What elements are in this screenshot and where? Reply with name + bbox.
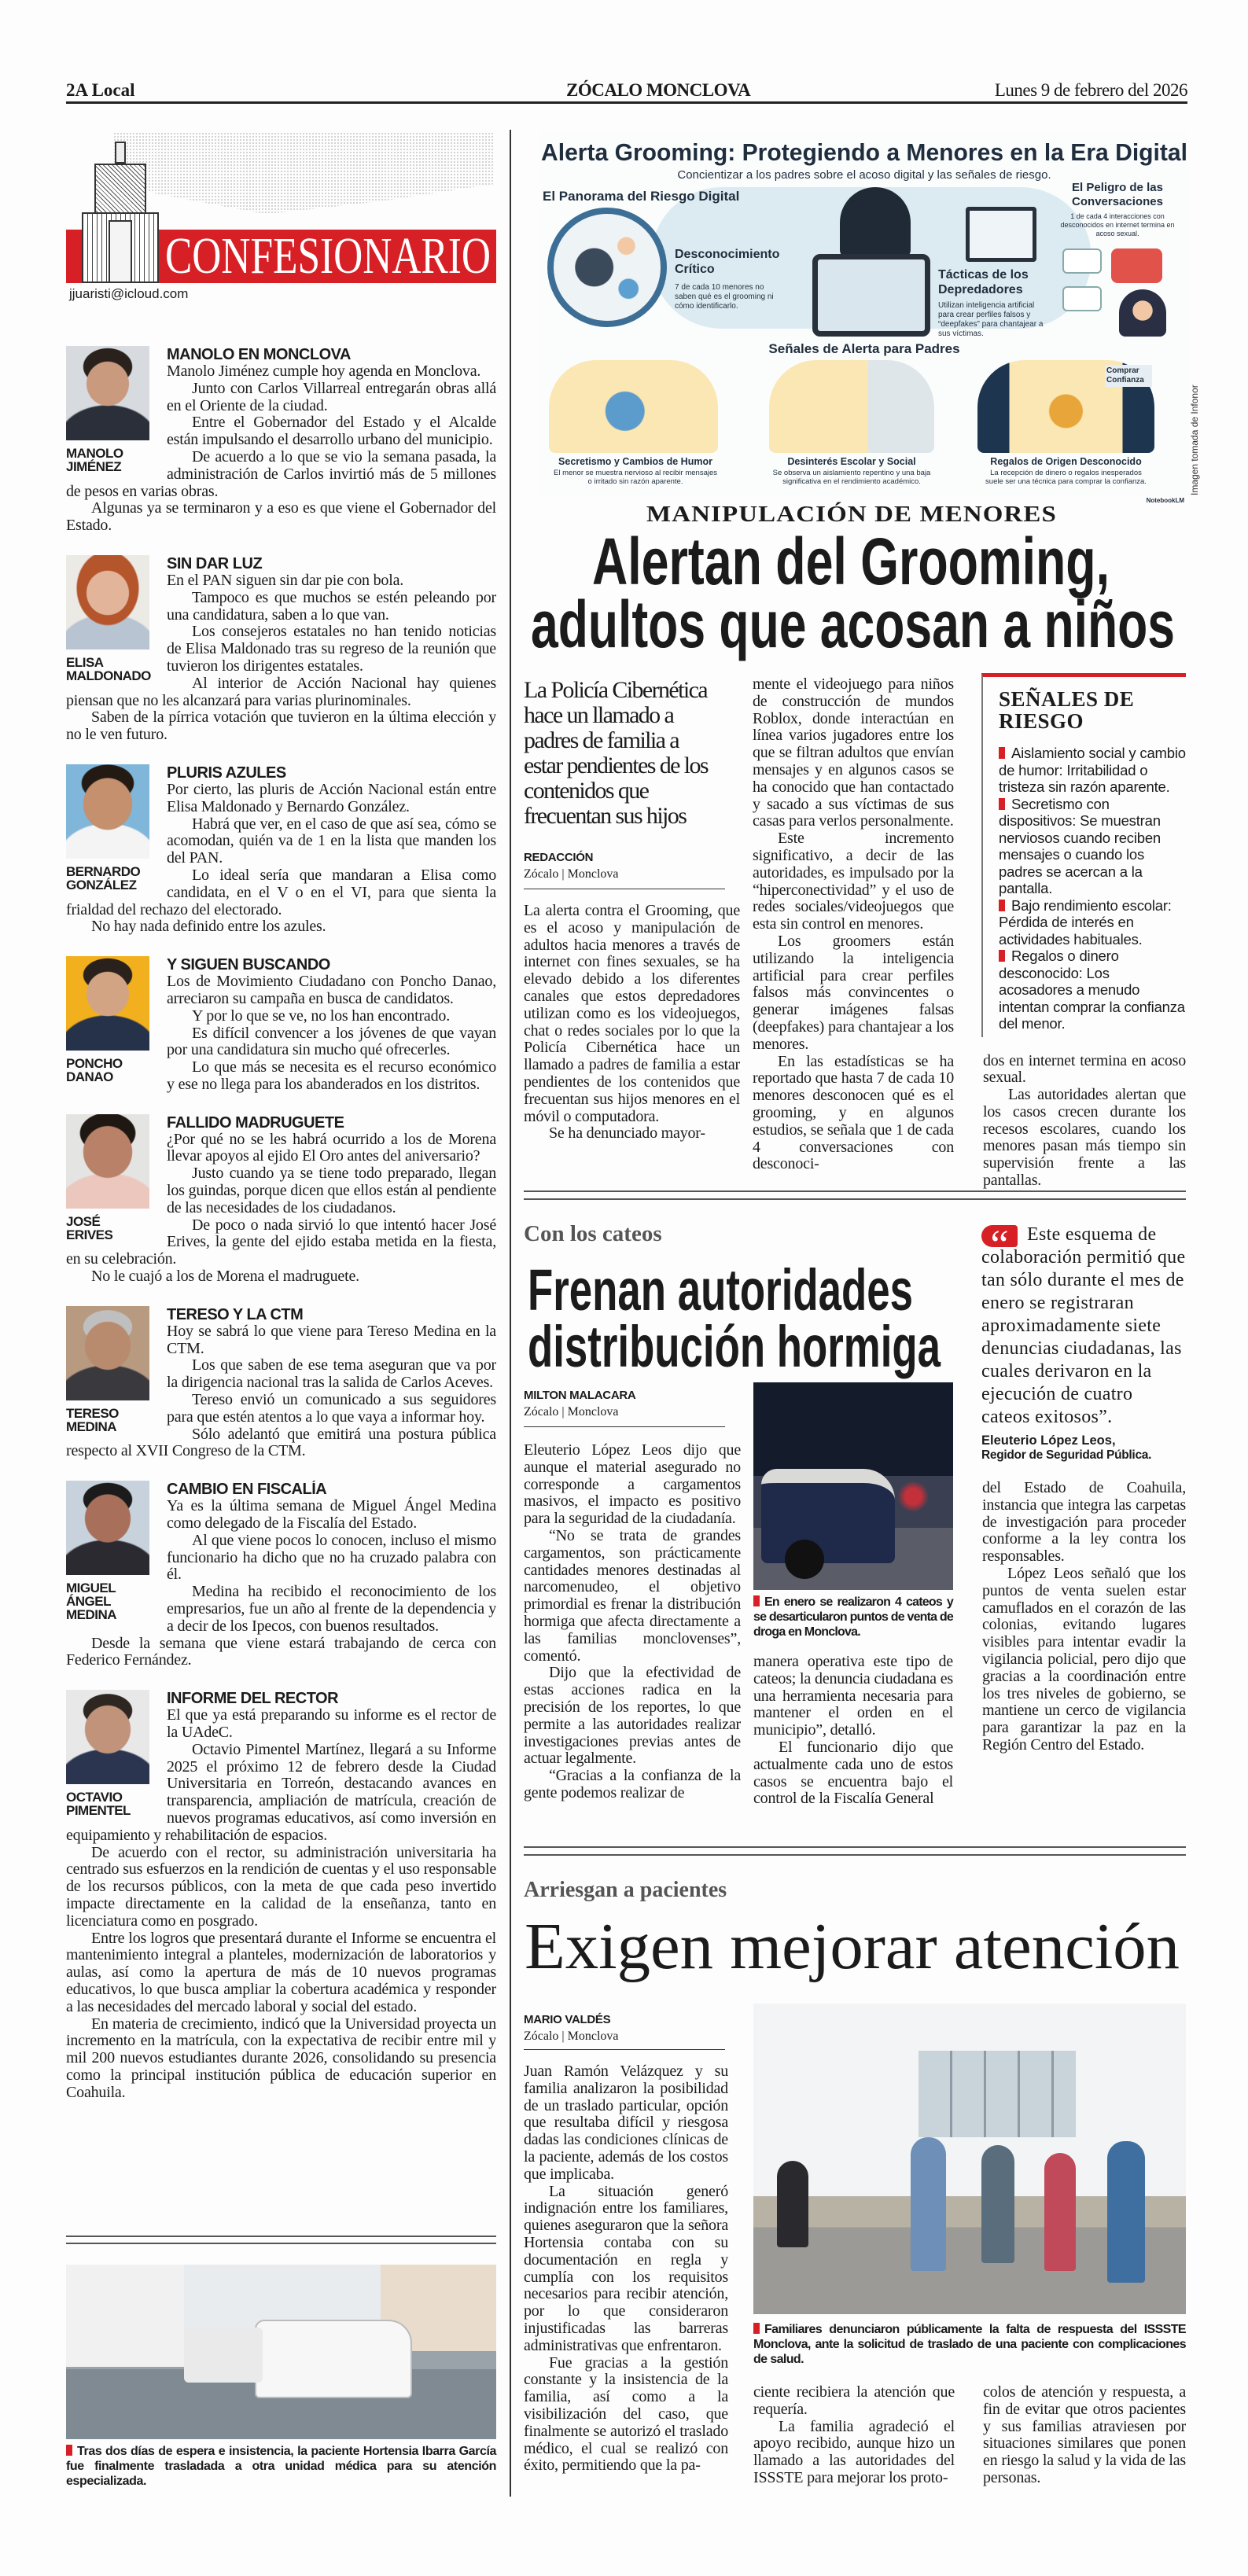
column-divider xyxy=(510,130,511,2497)
paragraph: En las estadísticas se ha reportado que hasta 7 de cada 10 menores desconocen qué es el grooming, y en algunos estudios, se señala que 1 de cada 4 conversaciones con desconoci- xyxy=(753,1052,954,1173)
desconocimiento-title: Desconocimiento Crítico xyxy=(675,248,780,276)
paragraph: La alerta contra el Grooming, que es el acoso y manipulación de adultos hacia menores a través de internet con fines sexuales, se ha elevado debido a los diferentes canales que estos depredadores utilizan como es los videojuegos, chat o redes sociales por lo que la Policía Cibernética hace un llamado a padres de familia a estar pendientes de los contenidos que frecuentan sus hijos menores en el móvil o computadora. xyxy=(524,902,740,1125)
chat-bubble-icon xyxy=(1062,286,1102,311)
column-item xyxy=(66,555,496,744)
quote-mark-icon xyxy=(981,1225,1018,1247)
issue-date: Lunes 9 de febrero del 2026 xyxy=(994,80,1187,100)
issste-col3 xyxy=(983,2384,1186,2487)
issste-col1 xyxy=(524,2063,728,2475)
item-heading: CAMBIO EN FISCALÍA xyxy=(167,1481,327,1499)
dateline: Zócalo | Monclova xyxy=(524,2030,619,2043)
photo-name: OCTAVIO PIMENTEL xyxy=(66,1790,131,1819)
grooming-col3 xyxy=(981,1053,1186,1190)
chat-bubble-icon xyxy=(1062,248,1102,274)
item-heading: INFORME DEL RECTOR xyxy=(167,1690,339,1708)
tablet-icon xyxy=(812,254,930,337)
worried-girl-icon xyxy=(1119,289,1166,337)
card-title: Regalos de Origen Desconocido xyxy=(990,456,1142,467)
photo-name: PONCHO DANAO xyxy=(66,1056,123,1085)
paragraph: Sólo adelantó que emitirá una postura pública respecto al XVII Congreso de la CTM. xyxy=(66,1425,496,1460)
cateos-headline-line2: distribución hormiga xyxy=(528,1314,941,1379)
paragraph: Los consejeros estatales no han tenido noticias de Elisa Maldonado tras su regreso de la reunión que tuvieron los dirigentes estatales. xyxy=(167,623,496,675)
photo-name: MIGUEL ÁNGEL MEDINA xyxy=(66,1581,117,1623)
author: MARIO VALDÉS xyxy=(524,2013,611,2026)
alert-card-desinteres xyxy=(769,360,934,453)
paragraph: Se ha denunciado mayor- xyxy=(549,1124,705,1143)
paragraph: ciente recibiera la atención que requería. xyxy=(753,2383,955,2418)
paragraph: Entre el Gobernador del Estado y el Alcalde están impulsando el desarrollo urbano del municipio. xyxy=(167,414,496,449)
column-item xyxy=(66,1481,496,1669)
paragraph: Las autoridades alertan que los casos crecen durante los recesos escolares, cuando los menores pasan más tiempo sin supervisión frente a las pantallas. xyxy=(983,1086,1186,1190)
paragraph: mente el videojuego para niños de construcción de mundos Roblox, donde interactúan en línea varios jugadores entre los que se filtran adultos que envían mensajes y en algunos casos se ha conocido que han contactado y sacado a sus víctimas de sus casas para verlos personalmente. xyxy=(753,675,954,830)
author: MILTON MALACARA xyxy=(524,1389,636,1402)
paragraph: colos de atención y respuesta, a fin de evitar que otros pacientes y sus familias atraviesen por situaciones similares que ponen en riesgo la salud y la vida de las personas. xyxy=(983,2383,1186,2486)
photo-block xyxy=(66,1114,149,1242)
columnist-email[interactable]: jjuaristi@icloud.com xyxy=(69,286,189,301)
issste-photo-and-columns xyxy=(753,2322,1186,2487)
issste-byline-block xyxy=(524,2013,725,2044)
paragraph: Al interior de Acción Nacional hay quienes piensan que no les alcanzará para varias plurinominales. xyxy=(66,674,496,709)
double-rule xyxy=(524,1190,1186,1192)
risk-sign-item: Regalos o dinero desconocido: Los acosadores a menudo intentan comprar la confianza del menor. xyxy=(999,948,1185,1032)
grooming-deck: La Policía Cibernética hace un llamado a padres de familia a estar pendientes de los contenidos que frecuentan sus hijos xyxy=(524,677,708,829)
dateline: Zócalo | Monclova xyxy=(524,1405,619,1419)
card-text: Se observa un aislamiento repentino y una baja significativa en el rendimiento académico. xyxy=(772,469,931,486)
photo-block xyxy=(66,1690,149,1817)
author: REDACCIÓN xyxy=(524,851,594,864)
paragraph: Eleuterio López Leos dijo que aunque el material asegurado no corresponde a cargamentos masivos, el impacto es positivo para la seguridad de la ciudadanía. xyxy=(524,1441,741,1528)
paragraph: Al que viene pocos lo conocen, incluso el mismo funcionario ha dicho que no ha cruzado palabra con él. xyxy=(167,1531,496,1584)
double-rule xyxy=(524,1854,1186,1856)
paragraph: En el PAN siguen sin dar pie con bola. xyxy=(167,571,404,589)
paragraph: Octavio Pimentel Martínez, llegará a su Informe 2025 el próximo 12 de febrero desde la Ciudad Universitaria en Torreón, destacando avances en transparencia, ampliación de matrícula, creación de nuevos programas educativos, así como inversión en equipamiento y rehabilitación de espacios. xyxy=(66,1740,496,1844)
photo-caption: En enero se realizaron 4 cateos y se desarticularon puntos de venta de droga en Monclova. xyxy=(753,1595,953,1639)
cateos-col3 xyxy=(981,1480,1186,1754)
caption-bullet xyxy=(66,2445,72,2456)
alert-card-secretismo xyxy=(549,360,718,453)
paragraph: Algunas ya se terminaron y a eso es que viene el Gobernador del Estado. xyxy=(66,499,496,535)
photo-block xyxy=(66,764,149,892)
paragraph: Fue gracias a la gestión constante y la insistencia de la familia, así como a la visibilización del caso, que finalmente se autorizó el traslado médico, el cual se realizó con éxito, permitiendo que la pa- xyxy=(524,2353,728,2475)
paragraph: López Leos señaló que los puntos de venta suelen estar camuflados en el corazón de las colonias, evitando lugares visibles para intentar evadir la vigilancia policial, pero dijo que gracias a la coordinación entre los tres niveles de gobierno, se mantiene un cerco de vigilancia para garantizar la paz en la Región Centro del Estado. xyxy=(982,1564,1186,1754)
photo-miguel-angel-medina xyxy=(66,1481,149,1575)
photo-name: ELISA MALDONADO xyxy=(66,654,151,683)
item-heading: Y SIGUEN BUSCANDO xyxy=(167,956,330,974)
double-rule xyxy=(524,1846,1186,1848)
paragraph: De acuerdo con el rector, su administración universitaria ha centrado sus esfuerzos en la rendición de cuentas y el uso responsable de los recursos públicos, con la meta de que cada peso invertido impacte directamente en la calidad de la enseñanza, tanto en licenciatura como en posgrado. xyxy=(66,1843,496,1930)
danger-bubble-icon xyxy=(1111,248,1162,283)
paragraph: Este incremento significativo, a decir de las autoridades, es impulsado por la “hiperconectividad” y el uso de redes sociales/videojuegos que esta sin control en menores. xyxy=(753,830,954,933)
paragraph: Hoy se sabrá lo que viene para Tereso Medina en la CTM. xyxy=(167,1322,496,1357)
paragraph: Manolo Jiménez cumple hoy agenda en Monclova. xyxy=(167,362,481,380)
grooming-col2 xyxy=(753,676,954,1173)
photo-caption: Tras dos días de espera e insistencia, la paciente Hortensia Ibarra García fue finalmente trasladada a otra unidad médica para su atención especializada. xyxy=(66,2445,496,2488)
paragraph: Entre los logros que presentará durante el Informe se encuentra el mantenimiento integral a planteles, modernización de laboratorios y aulas, así como la apertura de más de 10 nuevos programas educativos, lo que busca ampliar la cobertura académica y responder a las necesidades del mercado laboral y social del estado. xyxy=(66,1929,496,2015)
paragraph: Lo que más se necesita es el recurso económico y ese no llega para los abanderados en los distritos. xyxy=(167,1058,496,1093)
paragraph: Dijo que la efectividad de estas acciones radica en la precisión de los reportes, lo que permite a las autoridades realizar investigaciones previas antes de actuar legalmente. xyxy=(524,1664,741,1768)
photo-block xyxy=(66,1306,149,1433)
senales-de-riesgo-box xyxy=(981,673,1186,1037)
paragraph: Tereso envió un comunicado a sus seguidores para que estén atentos a lo que vaya a informar hoy. xyxy=(167,1391,496,1426)
paragraph: El funcionario dijo que actualmente cada uno de estos casos se encuentra bajo el control de la Fiscalía General xyxy=(753,1738,953,1808)
sidebar-title: SEÑALES DE RIESGO xyxy=(999,687,1135,733)
panorama-label: El Panorama del Riesgo Digital xyxy=(543,189,740,204)
quote-text: Este esquema de colaboración permitió que tan sólo durante el mes de enero se registraran aproximadamente siete denuncias ciudadanas, las cuales derivaron en la ejecución de cuatro cateos exitosos”. xyxy=(981,1224,1186,1427)
pull-quote xyxy=(981,1224,1186,1463)
paragraph: No hay nada definido entre los azules. xyxy=(91,918,326,936)
photo-block xyxy=(66,1481,149,1621)
paragraph: Saben de la pírrica votación que tuvieron en la última elección y no le ven futuro. xyxy=(66,708,496,744)
card-text: La recepción de dinero o regalos inesperados suele ser una técnica para comprar la confianza. xyxy=(985,469,1147,486)
paragraph: manera operativa este tipo de cateos; la denuncia ciudadana es una herramienta necesaria para mantener el orden en el municipio”, detalló. xyxy=(753,1653,953,1739)
section-label: 2A Local xyxy=(66,80,135,100)
tool-credit: NotebookLM xyxy=(1146,497,1184,504)
grooming-kicker: MANIPULACIÓN DE MENORES xyxy=(646,502,1057,527)
grooming-col1 xyxy=(524,903,740,1143)
church-building-icon xyxy=(80,142,160,283)
sidebar-list xyxy=(999,745,1186,1032)
paragraph: El que ya está preparando su informe es el rector de la UAdeC. xyxy=(167,1706,496,1741)
infographic-title: Alerta Grooming: Protegiendo a Menores en la Era Digital xyxy=(541,138,1187,166)
paragraph: “No se trata de grandes cargamentos, son prácticamente cantidades menores destinadas al narcomenudeo, el objetivo primordial es frenar la distribución hormiga que afecta directamente a las familias monclovenses”, comentó. xyxy=(524,1526,741,1665)
card-text: El menor se muestra nervioso al recibir mensajes o irritado sin razón aparente. xyxy=(553,469,718,486)
column-item xyxy=(66,956,496,1094)
double-rule xyxy=(524,1198,1186,1200)
paragraph: dos en internet termina en acoso sexual. xyxy=(983,1051,1186,1087)
issste-col2 xyxy=(753,2384,955,2487)
column-item xyxy=(66,1306,496,1460)
paragraph: Desde la semana que viene estará trabajando de cerca con Federico Fernández. xyxy=(66,1634,496,1669)
photo-elisa-maldonado xyxy=(66,555,149,650)
risk-sign-item: Bajo rendimiento escolar: Pérdida de interés en actividades habituales. xyxy=(999,897,1186,948)
double-rule xyxy=(66,2243,496,2244)
byline-rule xyxy=(524,1426,725,1427)
page-header xyxy=(66,79,1187,104)
photo-poncho-danao xyxy=(66,956,149,1051)
newspaper-name: ZÓCALO MONCLOVA xyxy=(566,80,751,100)
item-heading: PLURIS AZULES xyxy=(167,764,286,782)
dateline: Zócalo | Monclova xyxy=(524,867,619,881)
paragraph: Juan Ramón Velázquez y su familia analizaron la posibilidad de un traslado particular, opción que resultaba difícil y riesgosa dadas las condiciones clínicas de la paciente, además de los costos que implicaba. xyxy=(524,2063,728,2183)
paragraph: Es difícil convencer a los jóvenes de que vayan por una candidatura sin mucho qué ofrecerles. xyxy=(167,1024,496,1059)
photo-name: BERNARDO GONZÁLEZ xyxy=(66,863,141,892)
photo-tereso-medina xyxy=(66,1306,149,1400)
photo-jose-erives xyxy=(66,1114,149,1209)
paragraph: De acuerdo a lo que se vio la semana pasada, la administración de Carlos invirtió más de 5 millones de pesos en varias obras. xyxy=(66,447,496,500)
grooming-headline-line1: Alertan del Grooming, xyxy=(592,524,1110,598)
photo-caption: Familiares denunciaron públicamente la falta de respuesta del ISSSTE Monclova, ante la solicitud de traslado de una paciente con complicaciones de salud. xyxy=(753,2323,1186,2366)
peligro-text: 1 de cada 4 interacciones con desconocidos en internet termina en acoso sexual. xyxy=(1060,212,1175,237)
double-rule xyxy=(66,2236,496,2237)
cateos-kicker: Con los cateos xyxy=(524,1221,662,1246)
grooming-right-column xyxy=(981,673,1186,1190)
paragraph: del Estado de Coahuila, instancia que integra las carpetas de investigación para proceder conforme a la ley contra los responsables. xyxy=(982,1479,1186,1566)
paragraph: Junto con Carlos Villarreal entregarán obras allá en el Oriente de la ciudad. xyxy=(167,379,496,414)
paragraph: ¿Por qué no se les habrá ocurrido a los de Morena llevar apoyos al ejido El Oro antes del aniversario? xyxy=(167,1130,496,1165)
hooded-predator-icon xyxy=(840,187,911,258)
photo-name: JOSÉ ERIVES xyxy=(66,1213,113,1242)
paragraph: Los de Movimiento Ciudadano con Poncho Danao, arreciaron su campaña en busca de candidatos. xyxy=(167,973,496,1007)
item-heading: FALLIDO MADRUGUETE xyxy=(167,1113,344,1132)
logo-title: CONFESIONARIO xyxy=(165,227,491,285)
photo-block xyxy=(66,555,149,683)
cateos-middle-column xyxy=(753,1595,953,1808)
paragraph: Tampoco es que muchos se estén peleando por una candidatura, saben a lo que van. xyxy=(167,588,496,624)
caption-bullet xyxy=(753,2323,760,2334)
tacticas-title: Tácticas de los Depredadores xyxy=(938,268,1029,296)
paragraph: Medina ha recibido el reconocimiento de los empresarios, fue un año al frente de la dependencia y a decir de los Ipecos, con buenos resultados. xyxy=(167,1583,496,1635)
image-credit: Imagen tomada de Infonor xyxy=(1189,385,1200,495)
card-title: Secretismo y Cambios de Humor xyxy=(558,456,712,467)
paragraph: Justo cuando ya se tiene todo preparado, llegan los guindas, porque dicen que ellos están al pendiente de las necesidades de los ciudadanos. xyxy=(167,1165,496,1216)
infographic-subtitle: Concientizar a los padres sobre el acoso digital y las señales de riesgo. xyxy=(677,168,1051,182)
item-heading: TERESO Y LA CTM xyxy=(167,1305,304,1323)
ambulances-photo xyxy=(66,2265,496,2439)
column-item xyxy=(66,346,496,535)
cateos-headline-line1: Frenan autoridades xyxy=(528,1257,913,1323)
cateos-col1 xyxy=(524,1442,741,1802)
paragraph: Los groomers están utilizando la inteligencia artificial para crear perfiles falsos más convincentes o generar imágenes falsas (deepfakes) para chantajear a los menores. xyxy=(753,932,954,1053)
grooming-headline-line2: adultos que acosan a niños xyxy=(531,587,1175,661)
dotted-pattern xyxy=(113,132,495,219)
monitor-icon xyxy=(966,207,1036,262)
column-item xyxy=(66,1690,496,2101)
column-item xyxy=(66,1114,496,1286)
photo-octavio-pimentel xyxy=(66,1690,149,1784)
quote-role: Regidor de Seguridad Pública. xyxy=(981,1448,1152,1462)
photo-name: MANOLO JIMÉNEZ xyxy=(66,446,123,474)
paragraph: Ya es la última semana de Miguel Ángel Medina como delegado de la Fiscalía del Estado. xyxy=(167,1497,496,1533)
item-heading: SIN DAR LUZ xyxy=(167,554,263,572)
byline-rule xyxy=(524,2049,725,2050)
paragraph: La situación generó indignación entre los familiares, quienes aseguraron que la señora Hortensia contaba con su documentación en regla y cumplía con los requisitos necesarios para recibir atención, por lo que consideraron injustificadas las barreras administrativas que enfrentaron. xyxy=(524,2182,728,2354)
risk-sign-item: Aislamiento social y cambio de humor: Irritabilidad o tristeza sin razón aparente. xyxy=(999,745,1186,795)
issste-lower-columns xyxy=(753,2384,1186,2487)
caption-bullet xyxy=(753,1595,760,1606)
photo-block xyxy=(66,956,149,1084)
issste-headline: Exigen mejorar atención xyxy=(525,1910,1180,1983)
police-raid-photo xyxy=(753,1382,953,1590)
photo-name: TERESO MEDINA xyxy=(66,1405,119,1434)
desconocimiento-text: 7 de cada 10 menores no saben qué es el grooming ni cómo identificarlo. xyxy=(675,283,774,311)
confesionario-column xyxy=(66,326,496,2102)
cateos-col2 xyxy=(753,1654,953,1808)
item-heading: MANOLO EN MONCLOVA xyxy=(167,346,351,363)
issste-kicker: Arriesgan a pacientes xyxy=(524,1878,727,1902)
peligro-title: El Peligro de las Conversaciones xyxy=(1072,181,1163,208)
children-circle-icon xyxy=(547,208,667,327)
tacticas-text: Utilizan inteligencia artificial para crear perfiles falsos y “deepfakes” para chantajear a sus víctimas. xyxy=(938,301,1044,338)
card-title: Desinterés Escolar y Social xyxy=(787,456,916,467)
risk-sign-item: Secretismo con dispositivos: Se muestran nerviosos cuando reciben mensajes o cuando los padres se acercan a la pantalla. xyxy=(999,796,1186,897)
cateos-byline-block xyxy=(524,1389,725,1419)
paragraph: En materia de crecimiento, indicó que la Universidad proyecta un incremento en la matrícula, con la expectativa de recibir entre mil y mil 200 nuevos estudiantes durante 2026, consolidando su presencia como la principal institución pública de educación superior en Coahuila. xyxy=(66,2015,496,2101)
photo-manolo-jimenez xyxy=(66,346,149,440)
paragraph: Los que saben de ese tema aseguran que va por la dirigencia nacional tras la salida de Carlos Aceves. xyxy=(167,1356,496,1392)
paragraph: Por cierto, las pluris de Acción Nacional están entre Elisa Maldonado y Bernardo González. xyxy=(167,780,496,815)
senales-title: Señales de Alerta para Padres xyxy=(768,341,960,356)
issste-family-photo xyxy=(753,2004,1186,2314)
photo-bernardo-gonzalez xyxy=(66,764,149,859)
grooming-infographic xyxy=(541,132,1187,504)
confesionario-logo xyxy=(66,126,496,301)
paragraph: La familia agradeció el apoyo recibido, aunque hizo un llamado a las autoridades del ISSSTE para mejorar los proto- xyxy=(753,2417,955,2486)
paragraph: Lo ideal sería que mandaran a Elisa como candidata, en el V o en el VI, para que sienta la frialdad del rechazo del electorado. xyxy=(66,866,496,918)
quote-name: Eleuterio López Leos, xyxy=(981,1433,1116,1448)
paragraph: “Gracias a la confianza de la gente podemos realizar de xyxy=(524,1767,741,1801)
column-item xyxy=(66,764,496,936)
cateos-right-column xyxy=(981,1224,1186,1754)
paragraph: Habrá que ver, en el caso de que así sea, cómo se acomodan, quién va de 1 en la lista que manden los del PAN. xyxy=(167,815,496,867)
bubble-label: Comprar Confianza xyxy=(1105,365,1152,387)
paragraph: Y por lo que se ve, no los han encontrado. xyxy=(192,1006,450,1025)
photo-block xyxy=(66,346,149,473)
paragraph: De poco o nada sirvió lo que intentó hacer José Erives, la gente del ejido estaba metida en la fiesta, en su celebración. xyxy=(66,1216,496,1268)
grooming-byline-block xyxy=(524,851,725,881)
paragraph: No le cuajó a los de Morena el madruguete. xyxy=(91,1268,359,1286)
